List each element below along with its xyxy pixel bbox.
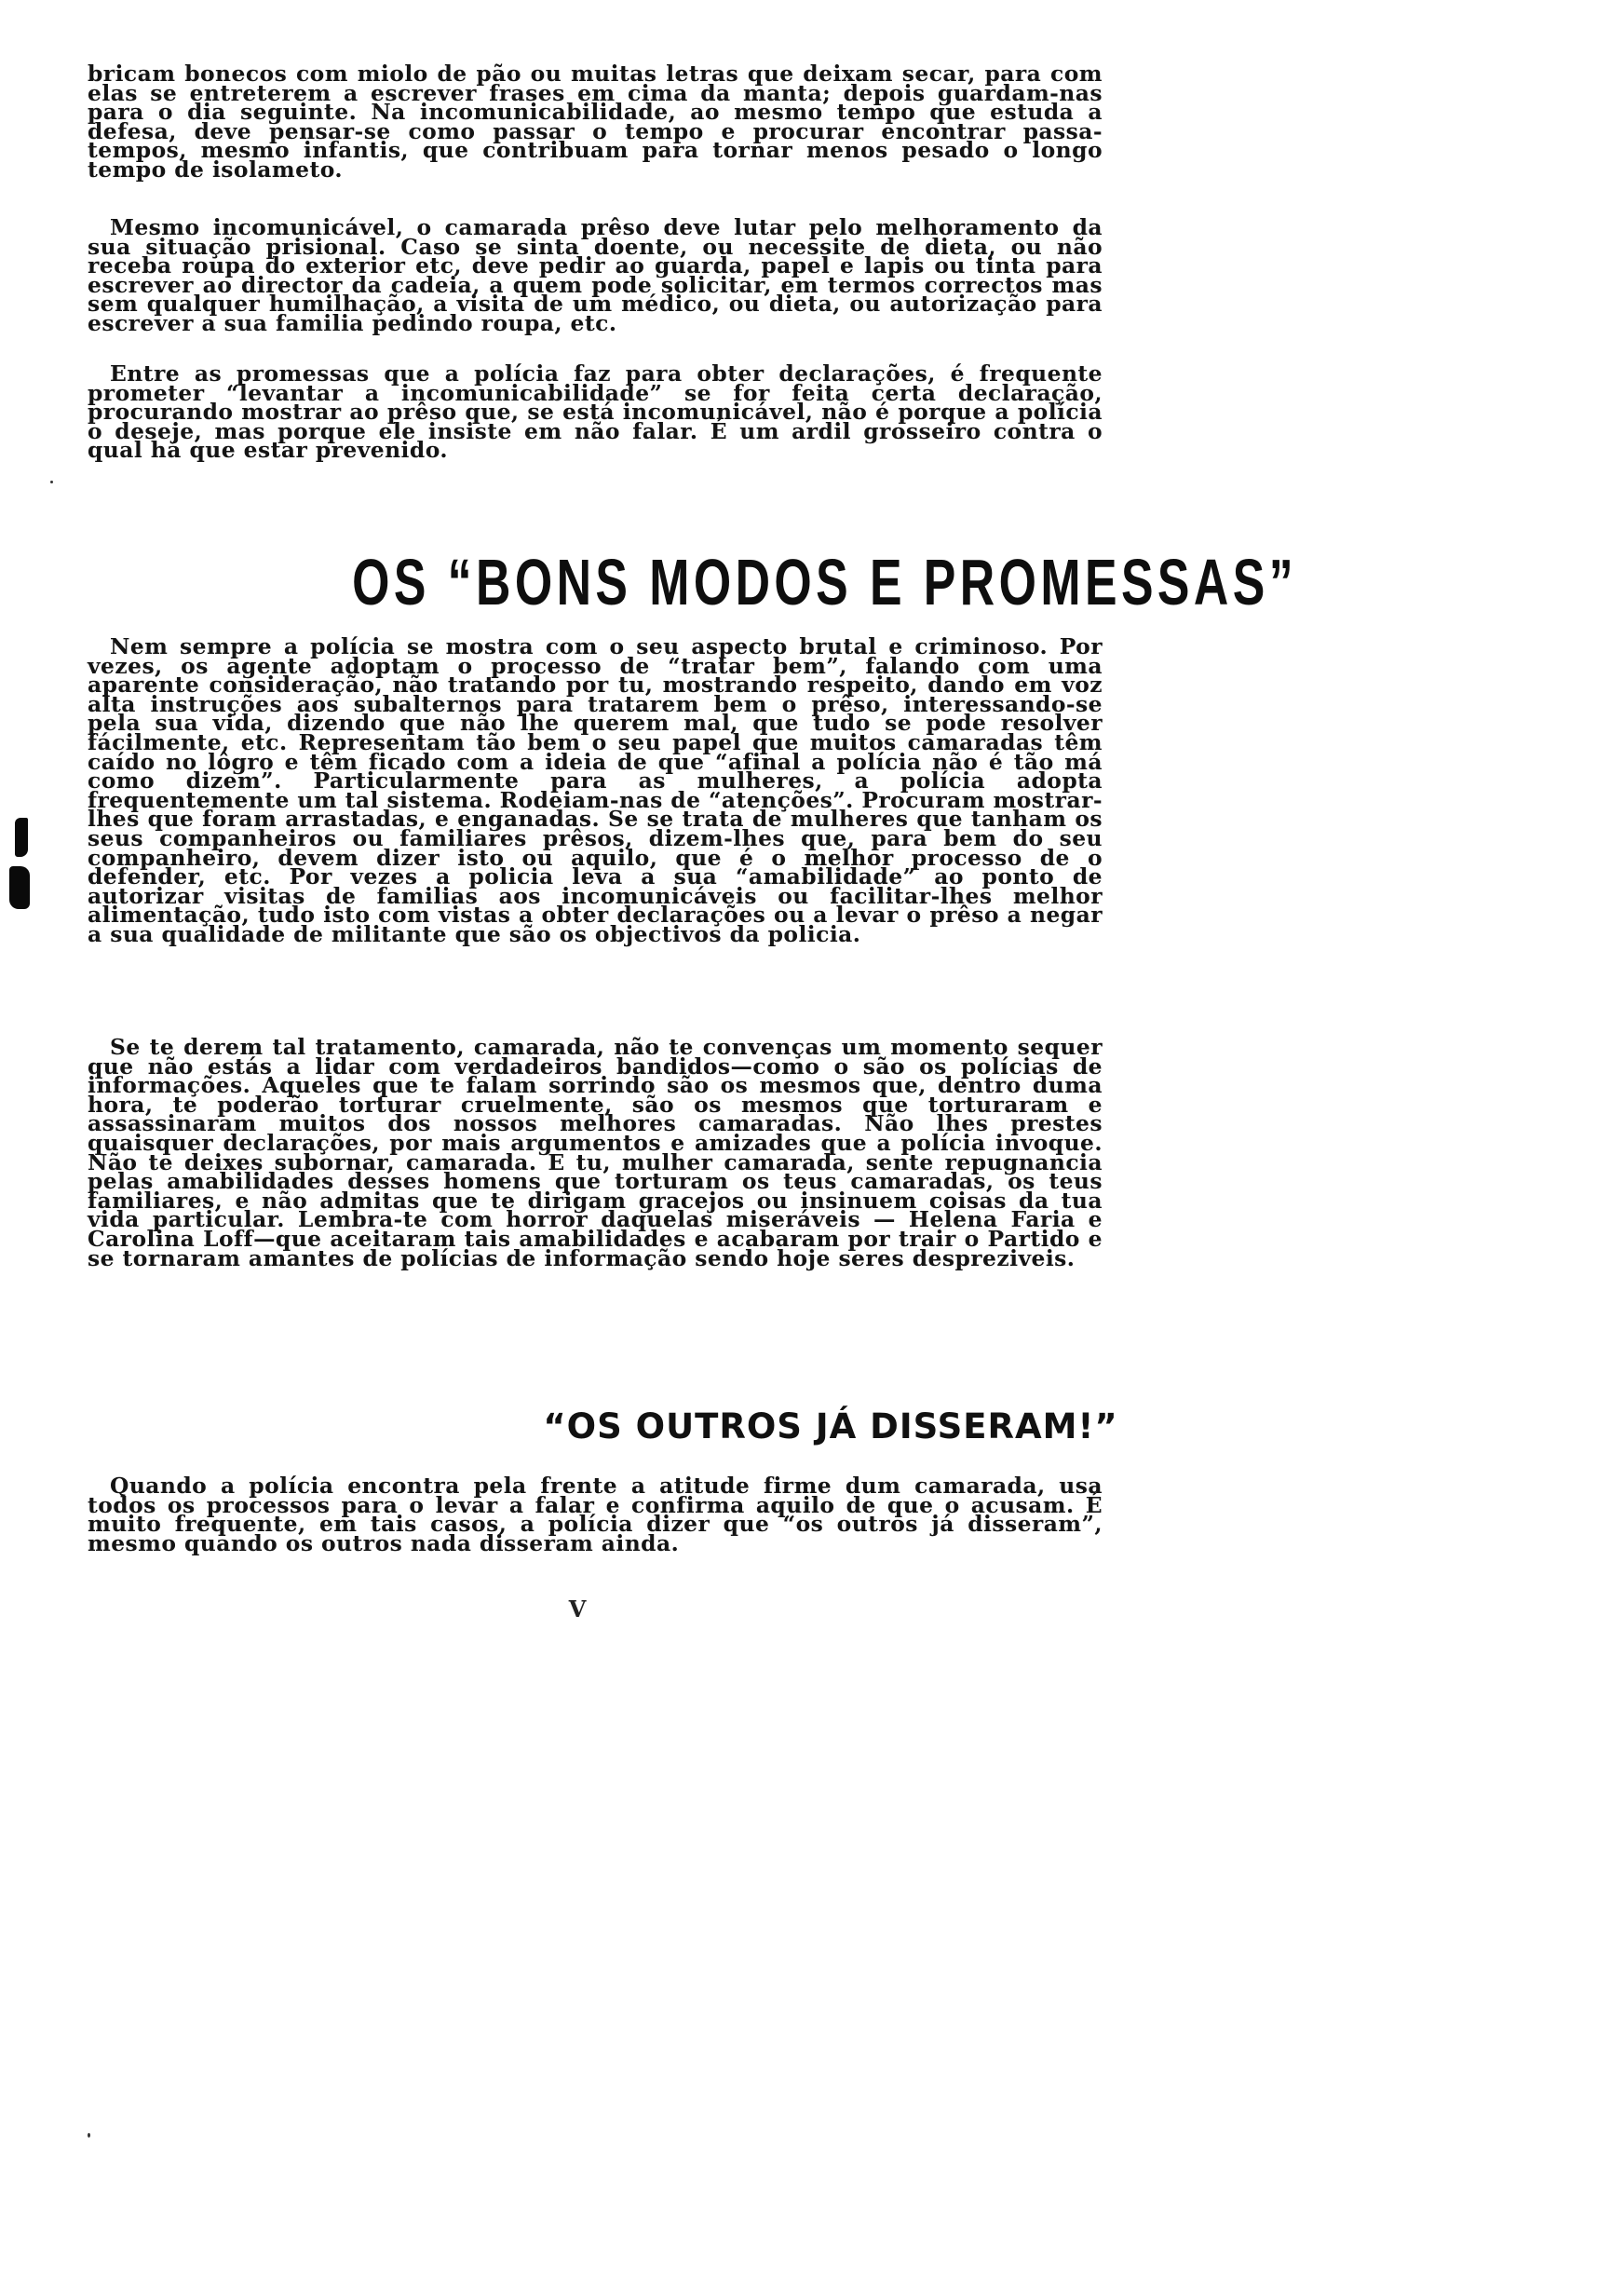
text-paragraph: bricam bonecos com miolo de pão ou muitas letras que deixam secar, para com elas se entreterem a escrever frases em cima da manta; depois guardam-nas para o dia seguinte. Na incomunicabilidade, ao mesmo tempo que estuda a defesa, deve pensar-se como passar o tempo e procurar encontrar passa-tempos, mesmo infantis, que contribuam para tornar menos pesado o longo tempo de isolameto. [88,61,1103,183]
scan-speck [88,2133,90,2138]
page-number: V [568,1596,587,1623]
scan-speck [50,481,53,483]
text-paragraph: Se te derem tal tratamento, camarada, não te convenças um momento sequer que não estás a lidar com verdadeiros bandidos—como o são os polícias de informações. Aqueles que te falam sorrindo são os mesmos que, dentro duma hora, te poderão torturar cruelmente, são os mesmos que torturaram e assassinaram muitos dos nossos melhores camaradas. Não lhes prestes quaisquer declarações, por mais argumentos e amizades que a polícia invoque. Não te deixes subornar, camarada. E tu, mulher camarada, sente repugnancia pelas amabilidades desses homens que torturam os teus camaradas, os teus familiares, e não admitas que te dirigam gracejos ou insinuem coisas da tua vida particular. Lembra-te com horror daquelas miseráveis — Helena Faria e Carolina Loff—que aceitaram tais amabilidades e acabaram por trair o Partido e se tornaram amantes de polícias de informação sendo hoje seres despreziveis. [88,1034,1103,1271]
text-paragraph: Nem sempre a polícia se mostra com o seu aspecto brutal e criminoso. Por vezes, os agente adoptam o processo de “tratar bem”, falando com uma aparente consideração, não tratando por tu, mostrando respeito, dando em voz alta instruções aos subalternos para tratarem bem o prêso, interessando-se pela sua vida, dizendo que não lhe querem mal, que tudo se pode resolver fácilmente, etc. Representam tão bem o seu papel que muitos camaradas têm caído no lôgro e têm ficado com a ideia de que “afinal a polícia não é tão má como dizem”. Particularmente para as mulheres, a polícia adopta frequentemente um tal sistema. Rodeiam-nas de “atenções”. Procuram mostrar-lhes que foram arrastadas, e enganadas. Se se trata de mulheres que tanham os seus companheiros ou familiares prêsos, dizem-lhes que, para bem do seu companheiro, devem dizer isto ou aquilo, que é o melhor processo de o defender, etc. Por vezes a policia leva a sua “amabilidade” ao ponto de autorizar visitas de familias aos incomunicáveis ou facilitar-lhes melhor alimentação, tudo isto com vistas a obter declarações ou a levar o prêso a negar a sua qualidade de militante que são os objectivos da policia. [88,633,1103,947]
ink-blot-upper [15,818,28,857]
text-paragraph: Quando a polícia encontra pela frente a atitude firme dum camarada, usa todos os processos para o levar a falar e confirma aquilo de que o acusam. É muito frequente, em tais casos, a polícia dizer que “os outros já disseram”, mesmo quando os outros nada disseram ainda. [88,1473,1103,1556]
text-paragraph: Entre as promessas que a polícia faz para obter declarações, é frequente prometer “levantar a incomunicabilidade” se for feita certa declaração, procurando mostrar ao prêso que, se está incomunicável, não é porque a polícia o deseje, mas porque ele insiste em não falar. É um ardil grosseiro contra o qual há que estar prevenido. [88,360,1103,464]
section-heading: OS “BONS MODOS E PROMESSAS” [352,546,1298,618]
text-paragraph: Mesmo incomunicável, o camarada prêso deve lutar pelo melhoramento da sua situação prisional. Caso se sinta doente, ou necessite de dieta, ou não receba roupa do exterior etc, deve pedir ao guarda, papel e lapis ou tinta para escrever ao director da cadeia, a quem pode solicitar, em termos correctos mas sem qualquer humilhação, a visita de um médico, ou dieta, ou autorização para escrever a sua familia pedindo roupa, etc. [88,214,1103,336]
ink-blot-lower [9,866,30,909]
section-heading: “OS OUTROS JÁ DISSERAM!” [543,1406,1118,1446]
